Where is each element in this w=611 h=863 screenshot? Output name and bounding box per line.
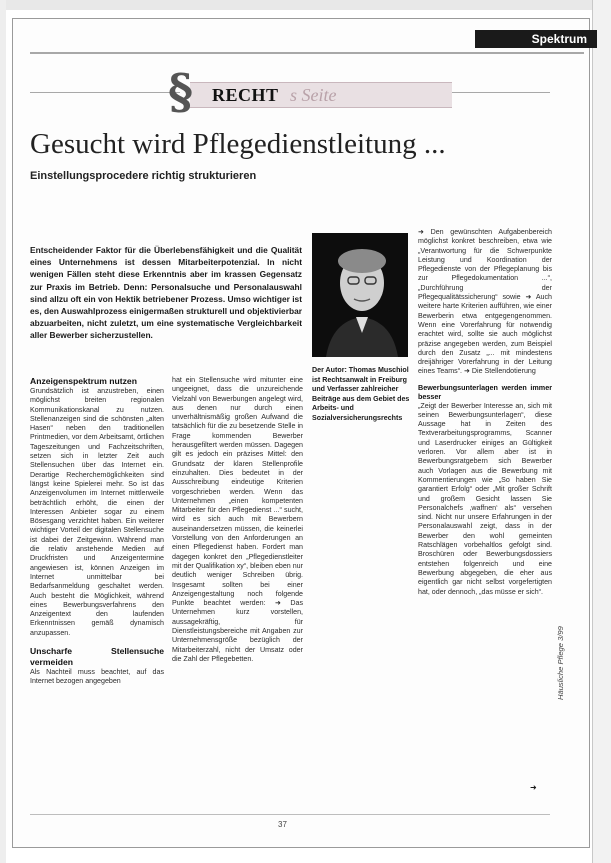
bottom-rule (30, 814, 550, 815)
heading-anzeigenspektrum: Anzeigenspektrum nutzen (30, 376, 137, 386)
article-lead: Entscheidender Faktor für die Überlebensfähigkeit und die Qualität eines Unternehmens ist dessen Mitarbeiterpotenzial. In nicht wenigen Fällen steht diese Erkenntnis aber im krassen Gegensatz zur Praxis im Betrieb. Denn: Personalsuche und Personalauswahl sind allzu oft ein von Hektik betriebener Prozess. Umso wichtiger ist es, den Auswahlprozess einigermaßen strukturell und objektivierbar abzuarbeiten, nicht zuletzt, um eine systematische Vergleichbarkeit aller Bewerber sicherzustellen. (30, 245, 302, 341)
article-subtitle: Einstellungsprocedere richtig strukturieren (30, 170, 257, 182)
logo-rule-left (30, 92, 180, 93)
section-label-text: Spektrum (531, 32, 587, 46)
column-3-text-2: „Zeigt der Bewerber Interesse an, sich mit seinen Bewerbungsunterlagen“, diese Aussage hat in Zeiten des Textverarbeitungsprogramms, Scanner und Laserdrucker einiges an Gültigkeit verloren. Vor allem aber ist in Bewerbungsratgebern sich Bewerber auch Vorlagen aus die Bewerbung mit Kommentierungen wie „So haben Sie garantiert Erfolg“ oder „Mit großer Schrift und großem Gesicht lassen Sie Personalchefs ‚waffnen‘ als“ versehen sind. Nicht nur unsere Erfahrungen in der Personalauswahl zeigt, dass in der Bewerber den wohl gemeinten Ratschlägen vorbehaltlos gefolgt sind. Broschüren oder Bewerbungsdossiers entstehen folgenreich und eine Bewerbung abgegeben, die eher aus eigentlich gar nicht selbst vorgefertigten hat, oder dennoch, „das müsse er sich“. (418, 401, 552, 596)
column-3-text: ➜ Den gewünschten Aufgabenbereich möglichst konkret beschreiben, etwa wie „Verantwortung für die Schwerpunkte Leistung und Koordination der Pflegedienste von der Pflegeplanung bis zur Pflegedokumentation ...“, „Durchführung der Pflegequalitätssicherung“ sowie ➜ Auch weitere harte Kriterien aufführen, wie einer Bewerberin etwa entgegengenommen. Wenn eine Vorerfahrung für notwendig erachtet wird, sollte sie auch möglichst präzise angegeben werden, zum Beispiel durch den Zusatz „... mit mindestens dreijähriger Vorerfahrung in der Leitung eines Teams“. ➜ Die Stellendotierung (418, 228, 552, 376)
column-1-text-2: Als Nachteil muss beachtet, auf das Internet bezogen angegeben (30, 668, 164, 686)
logo-rule-right (448, 92, 550, 93)
author-photo (312, 233, 408, 357)
page-number: 37 (278, 820, 287, 829)
logo-word: RECHT (212, 85, 279, 105)
column-2 (172, 376, 303, 664)
section-label (475, 30, 597, 48)
paragraph-icon: § (168, 64, 194, 120)
heading-bewerbungsunterlagen: Bewerbungsunterlagen werden immer besser (418, 382, 552, 402)
continue-arrow-icon: ➜ (530, 783, 537, 792)
binding-spine (592, 0, 611, 863)
scan-edge-left (0, 0, 6, 863)
heading-stellensuche: Unscharfe Stellensuche vermeiden (30, 646, 164, 668)
column-3 (418, 228, 552, 597)
header-rule (30, 52, 584, 54)
column-1-text: Grundsätzlich ist anzustreben, einen möglichst breiten regionalen Kommunikationskanal zu nutzen. Stellenanzeigen sind die schönsten „alten Hasen“ neben den traditionellen Printmedien, vor dem Arbeitsamt, örtlichen Tageszeitungen und Fachzeitschriften, setzen sich in letzter Zeit auch Stellensuchen über das Internet ein. Derartige Recherchemöglichkeiten sind längst keine Spielerei mehr. So ist das Anzeigenvolumen im Internet mittlerweile beträchtlich erhöht, die einen der Interessen Anbieter sogar zu einem Bösesgang verzichtet haben. Ein weiterer wichtiger Vorteil der digitalen Stellensuche ist dabei der Zeitgewinn. Während man die relativ anstehende Medien auf Druckfristen und Anzeigentermine angewiesen ist, können Anzeigen im Internet unmittelbar bei Bedarfsanmeldung geschaltet werden. Auch besteht die Möglichkeit, während eines Bewerbungsverfahrens den Anzeigentext den laufenden Erkenntnissen gemäß dynamisch anzupassen. (30, 387, 164, 637)
scan-edge-top (0, 0, 611, 10)
author-portrait-icon (312, 233, 408, 357)
logo-subword: s Seite (290, 85, 337, 105)
column-1 (30, 376, 164, 687)
article-title: Gesucht wird Pflegedienstleitung ... (30, 128, 446, 160)
rechtsseite-logo (168, 64, 454, 120)
column-2-text: hat ein Stellensuche wird mitunter eine ungeeignet, dass die unzureichende Vielzahl von Bewerbungen angelegt wird, aus denen nur durch einen unverhältnismäßig großen Aufwand die tatsächlich für die zu besetzende Stelle in Frage kommenden Bewerber herausgefiltert werden müssen. Dagegen gilt es jedoch ein präzises Mittel: den Grundsatz der klaren Stellenprofile einzuhalten. Dies bedeutet in der Ausschreibung eindeutige Kriterien vorgeschrieben werden. Wenn das Unternehmen „einen kompetenten Mitarbeiter für den Pflegedienst ...“ sucht, wird es sich auch mit Bewerbern auseinandersetzen müssen, die keinerlei Vorstellung von den Anforderungen an einen Pflegedienst haben. Fordert man dagegen konkret den „Pflegedienstleiter mit der Qualifikation xy“, bleiben eben nur deutlich weniger Schreiben übrig. Insgesamt sollten bei einer Anzeigengestaltung noch folgende Punkte beachtet werden: ➜ Das Unternehmen kurz vorstellen, aussagekräftig, für Dienstleistungsbereiche mit Angaben zur Unternehmensgröße bezüglich der Mitarbeiterzahl, nicht der Umsatz oder die Zahl der Pflegebetten. (172, 376, 303, 663)
author-caption: Der Autor: Thomas Muschiol ist Rechtsanwalt in Freiburg und Verfasser zahlreicher Beiträge aus dem Gebiet des Arbeits- und Sozialversicherungsrechts (312, 366, 410, 422)
vertical-footer: Häusliche Pflege 3/99 (556, 626, 565, 700)
